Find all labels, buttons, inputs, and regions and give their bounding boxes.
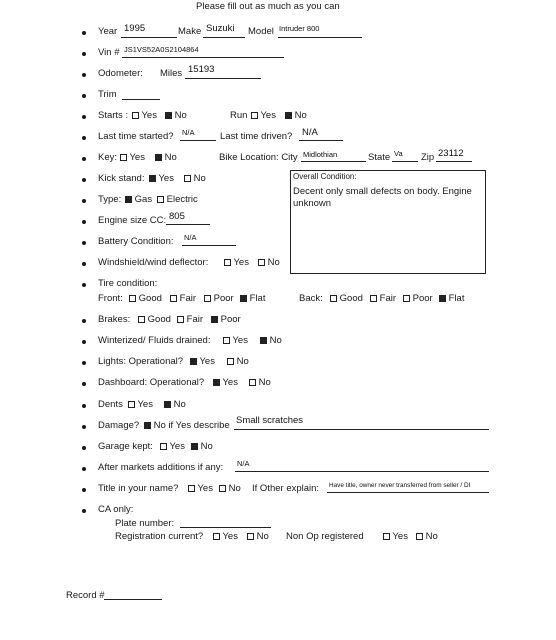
run-yes-checkbox[interactable] [251,112,258,119]
tire-back-poor-label: Poor [412,293,433,304]
last-started-line [180,140,216,141]
tire-back-good-label: Good [339,293,363,304]
make-value[interactable]: Suzuki [206,23,235,34]
registration-label: Registration current? [115,531,204,542]
type-gas-label: Gas [134,194,153,205]
bullet [82,319,86,323]
brakes-poor-label: Poor [220,314,241,325]
make-label: Make [178,26,202,37]
zip-line [436,161,472,162]
engine-size-value[interactable]: 805 [169,211,185,222]
engine-size-line [166,224,210,225]
lights-label: Lights: Operational? [98,356,184,367]
make-line [203,37,245,38]
bullet [82,361,86,365]
tire-back-fair-label: Fair [379,293,397,304]
bullet [82,467,86,471]
city-value[interactable]: Midlothian [303,150,338,159]
garage-yes-checkbox[interactable] [160,443,167,450]
tire-condition-label: Tire condition: [98,278,158,289]
aftermarket-value[interactable]: N/A [237,459,250,468]
type-electric-label: Electric [166,194,198,205]
battery-label: Battery Condition: [98,236,174,247]
tire-front-flat-label: Flat [249,293,266,304]
brakes-fair-label: Fair [186,314,204,325]
year-line [121,37,177,38]
location-label: Bike Location: City [219,152,298,163]
overall-condition-box[interactable] [290,170,486,274]
damage-no-checkbox[interactable] [144,422,151,429]
type-label: Type: [98,194,122,205]
model-line [278,37,362,38]
tire-front-good-label: Good [138,293,162,304]
tire-back-good-checkbox[interactable] [330,295,337,302]
kickstand-label: Kick stand: [98,173,145,184]
model-value[interactable]: Intruder 800 [279,24,320,33]
garage-kept-label: Garage kept: [98,441,153,452]
nonop-label: Non Op registered [286,531,364,542]
bullet [82,262,86,266]
run-yes-label: Yes [260,110,276,121]
state-label: State [368,152,391,163]
lights-yes-label: Yes [199,356,215,367]
key-yes-checkbox[interactable] [120,154,127,161]
title-no-label: No [228,483,241,494]
kickstand-yes-checkbox[interactable] [149,175,156,182]
type-gas-checkbox[interactable] [125,196,132,203]
record-line [104,599,162,600]
bullet [82,241,86,245]
bullet [82,73,86,77]
registration-no-label: No [256,531,269,542]
tire-front-label: Front: [98,293,123,304]
brakes-label: Brakes: [98,314,131,325]
miles-value[interactable]: 15193 [188,64,215,75]
bullet [82,115,86,119]
brakes-good-checkbox[interactable] [138,316,145,323]
last-driven-value[interactable]: N/A [302,127,318,138]
lights-yes-checkbox[interactable] [190,358,197,365]
garage-no-label: No [200,441,213,452]
year-label: Year [98,26,118,37]
windshield-no-checkbox[interactable] [258,259,265,266]
title-other-value[interactable]: Have title, owner never transferred from seller / DI [329,482,471,489]
starts-yes-checkbox[interactable] [132,112,139,119]
tire-front-good-checkbox[interactable] [129,295,136,302]
dents-no-checkbox[interactable] [164,401,171,408]
bullet [82,446,86,450]
last-started-label: Last time started? [98,131,174,142]
vin-line [122,57,284,58]
key-yes-label: Yes [129,152,145,163]
lights-no-checkbox[interactable] [227,358,234,365]
vin-label: Vin # [98,47,120,58]
last-driven-line [299,140,343,141]
key-no-label: No [164,152,177,163]
aftermarket-label: After markets additions if any: [98,462,224,473]
city-line [301,161,366,162]
tire-front-poor-checkbox[interactable] [204,295,211,302]
winterized-no-checkbox[interactable] [260,337,267,344]
tire-front-fair-checkbox[interactable] [170,295,177,302]
key-no-checkbox[interactable] [155,154,162,161]
starts-yes-label: Yes [141,110,157,121]
bullet [82,220,86,224]
battery-line [182,245,236,246]
miles-label: Miles [160,68,183,79]
nonop-yes-label: Yes [392,531,408,542]
bullet [82,382,86,386]
nonop-yes-checkbox[interactable] [383,533,390,540]
bullet [82,404,86,408]
bullet [82,199,86,203]
trim-line [122,99,160,100]
last-started-value[interactable]: N/A [182,128,195,137]
zip-label: Zip [421,152,435,163]
bullet [82,31,86,35]
overall-condition-text: Decent only small defects on body. Engine unknown [293,186,472,209]
bullet [82,178,86,182]
brakes-good-label: Good [147,314,171,325]
engine-size-label: Engine size CC: [98,215,167,226]
ca-only-label: CA only: [98,504,134,515]
miles-line [185,78,261,79]
windshield-label: Windshield/wind deflector: [98,257,209,268]
winterized-label: Winterized/ Fluids drained: [98,335,211,346]
dashboard-label: Dashboard: Operational? [98,377,205,388]
tire-front-fair-label: Fair [179,293,197,304]
tire-front-poor-label: Poor [213,293,234,304]
starts-label: Starts : [98,110,129,121]
kickstand-yes-label: Yes [158,173,174,184]
windshield-yes-checkbox[interactable] [224,259,231,266]
kickstand-no-label: No [193,173,206,184]
dents-label: Dents [98,399,123,410]
key-label: Key: [98,152,118,163]
registration-no-checkbox[interactable] [247,533,254,540]
year-value[interactable]: 1995 [124,23,146,34]
odometer-label: Odometer: [98,68,143,79]
title-yes-checkbox[interactable] [188,485,195,492]
type-electric-checkbox[interactable] [157,196,164,203]
bullet [82,157,86,161]
tire-back-poor-checkbox[interactable] [403,295,410,302]
run-no-label: No [294,110,307,121]
tire-back-flat-label: Flat [448,293,465,304]
title-label: Title in your name? [98,483,179,494]
dashboard-no-checkbox[interactable] [249,379,256,386]
tire-back-fair-checkbox[interactable] [370,295,377,302]
registration-yes-label: Yes [222,531,238,542]
garage-yes-label: Yes [169,441,185,452]
title-other-label: If Other explain: [252,483,320,494]
run-label: Run [230,110,248,121]
garage-no-checkbox[interactable] [191,443,198,450]
bullet [82,340,86,344]
state-value[interactable]: Va [394,149,403,158]
dents-yes-label: Yes [137,399,153,410]
damage-label: Damage? [98,420,140,431]
bullet [82,509,86,513]
zip-value[interactable]: 23112 [438,148,464,159]
brakes-poor-checkbox[interactable] [211,316,218,323]
nonop-no-label: No [425,531,438,542]
nonop-no-checkbox[interactable] [416,533,423,540]
bullet [82,425,86,429]
title-other-line [327,492,489,493]
starts-no-checkbox[interactable] [165,112,172,119]
form-instruction: Please fill out as much as you can [196,1,340,12]
state-line [392,161,418,162]
vin-value[interactable]: JS1VS52A0S2104864 [124,45,199,54]
tire-back-label: Back: [299,293,323,304]
plate-number-line [180,527,271,528]
bullet [82,283,86,287]
trim-label: Trim [98,89,117,100]
bullet [82,52,86,56]
damage-no-label: No if Yes describe [153,420,230,431]
bullet [82,136,86,140]
bullet [82,94,86,98]
registration-yes-checkbox[interactable] [213,533,220,540]
title-yes-label: Yes [197,483,213,494]
windshield-no-label: No [267,257,280,268]
last-driven-label: Last time driven? [220,131,293,142]
overall-condition-label: Overall Condition: [293,172,357,181]
plate-number-label: Plate number: [115,518,175,529]
winterized-yes-checkbox[interactable] [223,337,230,344]
windshield-yes-label: Yes [233,257,249,268]
dashboard-yes-label: Yes [222,377,238,388]
lights-no-label: No [236,356,249,367]
tire-front-flat-checkbox[interactable] [240,295,247,302]
dents-no-label: No [173,399,186,410]
record-label: Record # [66,590,105,601]
winterized-yes-label: Yes [232,335,248,346]
bullet [82,488,86,492]
kickstand-no-checkbox[interactable] [184,175,191,182]
dents-yes-checkbox[interactable] [128,401,135,408]
aftermarket-line [235,471,489,472]
damage-description-value[interactable]: Small scratches [236,415,304,426]
dashboard-no-label: No [258,377,271,388]
brakes-fair-checkbox[interactable] [177,316,184,323]
tire-back-flat-checkbox[interactable] [439,295,446,302]
model-label: Model [248,26,274,37]
run-no-checkbox[interactable] [285,112,292,119]
battery-value[interactable]: N/A [184,233,197,242]
damage-description-line [234,429,489,430]
title-no-checkbox[interactable] [219,485,226,492]
dashboard-yes-checkbox[interactable] [213,379,220,386]
starts-no-label: No [174,110,187,121]
winterized-no-label: No [269,335,282,346]
